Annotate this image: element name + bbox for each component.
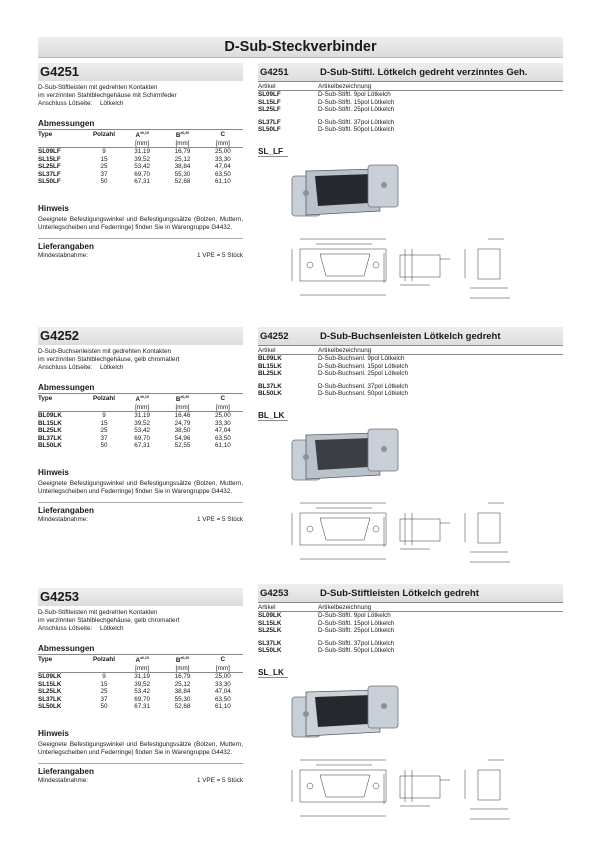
col-b: $B^{\pm 0,20}$ <box>175 131 190 140</box>
article-col-label: Artikel <box>258 83 318 91</box>
dimensions-header-row <box>38 394 243 404</box>
dim-type: BL50LK <box>38 442 62 450</box>
dimensions-unit-row <box>38 665 243 673</box>
dimensions-row <box>38 171 243 179</box>
article-description: D-Sub-Stiftl. 15pol Lötkelch <box>318 98 395 106</box>
description-col-label: Artikelbezeichnung <box>318 347 563 355</box>
dim-value: 53,42 <box>134 688 151 696</box>
article-number: BL15LK <box>258 362 282 370</box>
product-code: G4251 <box>40 64 80 79</box>
article-title: D-Sub-Stiftl. Lötkelch gedreht verzinntes Geh. <box>320 66 528 78</box>
dim-value: 54,96 <box>174 434 191 442</box>
article-description: D-Sub-Buchsenl. 50pol Lötkelch <box>318 390 408 398</box>
model-label: SL_LK <box>258 668 288 678</box>
article-number: SL50LF <box>258 126 281 134</box>
dim-value: 63,50 <box>214 170 231 178</box>
article-description: D-Sub-Buchsenl. 25pol Lötkelch <box>318 370 408 378</box>
dim-value: 52,55 <box>174 442 191 450</box>
article-row <box>258 363 563 370</box>
dim-value: 24,79 <box>174 419 191 427</box>
description-line: im verzinnten Stahlblechgehäuse mit Schirmfeder <box>38 91 177 99</box>
product-description <box>38 609 243 632</box>
dim-value: 25,00 <box>214 673 231 681</box>
note-heading: Hinweis <box>38 203 69 213</box>
article-description: D-Sub-Buchsenl. 15pol Lötkelch <box>318 362 408 370</box>
dimensions-row <box>38 673 243 681</box>
dimensions-table <box>38 394 243 450</box>
article-description: D-Sub-Buchsenl. 37pol Lötkelch <box>318 382 408 390</box>
product-section <box>0 63 601 313</box>
note-heading: Hinweis <box>38 467 69 477</box>
article-code: G4251 <box>260 66 289 78</box>
article-description: D-Sub-Stiftl. 9pol Lötkelch <box>318 91 391 99</box>
delivery-value: 1 VPE = 5 Stück <box>196 251 243 259</box>
note-text: Geeignete Befestigungswinkel und Befestigungssätze (Bolzen, Muttern, Unterlegscheiben und Federringe) finden Sie in Warengruppe G4432. <box>38 740 243 756</box>
dimensions-table <box>38 655 243 711</box>
dim-value: 69,70 <box>134 695 151 703</box>
dim-value: 37 <box>100 695 108 703</box>
dim-value: 47,04 <box>214 688 231 696</box>
page-title-bar <box>38 37 563 58</box>
article-number: BL37LK <box>258 382 282 390</box>
dimensions-row <box>38 148 243 156</box>
dim-value: 47,04 <box>214 427 231 435</box>
article-title: D-Sub-Stiftleisten Lötkelch gedreht <box>320 587 479 599</box>
dim-type: SL09LK <box>38 673 62 681</box>
article-number: SL15LF <box>258 98 281 106</box>
article-row <box>258 620 563 627</box>
dim-value: 47,04 <box>214 163 231 171</box>
article-number: SL15LK <box>258 619 282 627</box>
article-row <box>258 612 563 620</box>
product-code: G4252 <box>40 328 80 343</box>
unit-label: [mm] <box>122 665 162 673</box>
article-number: SL25LK <box>258 627 282 635</box>
product-code-bar <box>38 327 243 345</box>
article-description: D-Sub-Buchsenl. 9pol Lötkelch <box>318 355 405 363</box>
article-number: BL50LK <box>258 390 282 398</box>
dim-type: SL25LK <box>38 688 62 696</box>
article-row <box>258 640 563 647</box>
article-header-row <box>258 347 563 355</box>
description-line: D-Sub-Stiftleisten mit gedrehten Kontakten <box>38 609 158 616</box>
dim-value: 37 <box>100 170 108 178</box>
dim-value: 52,68 <box>174 178 191 186</box>
dim-type: BL37LK <box>38 434 62 442</box>
note-text: Geeignete Befestigungswinkel und Befestigungssätze (Bolzen, Muttern, Unterlegscheiben und Federringe) finden Sie in Warengruppe G4432. <box>38 215 243 231</box>
dimensions-row <box>38 435 243 443</box>
dim-value: 15 <box>100 419 108 427</box>
connection-label: Anschluss Lötseite: <box>38 99 93 107</box>
dim-type: SL50LK <box>38 703 62 711</box>
unit-label: [mm] <box>162 665 202 673</box>
article-header-bar <box>258 63 563 82</box>
connection-line <box>38 100 243 108</box>
article-row <box>258 647 563 654</box>
dim-value: 55,30 <box>174 170 191 178</box>
article-description: D-Sub-Stiftl. 25pol Lötkelch <box>318 106 395 114</box>
col-a: $A^{\pm 0,15}$ <box>135 395 149 404</box>
dim-type: SL50LF <box>38 178 61 186</box>
model-label: SL_LF <box>258 147 288 157</box>
article-row <box>258 355 563 363</box>
dim-type: SL25LF <box>38 163 61 171</box>
connection-line <box>38 625 243 633</box>
description-line: im verzinnten Stahlblechgehäuse, gelb chromatiert <box>38 355 180 363</box>
article-header-bar <box>258 584 563 603</box>
product-description <box>38 348 243 371</box>
dim-value: 67,31 <box>134 442 151 450</box>
article-description: D-Sub-Stiftl. 50pol Lötkelch <box>318 647 395 655</box>
dimensions-unit-row <box>38 404 243 412</box>
article-table <box>258 604 563 654</box>
dim-value: 37 <box>100 434 108 442</box>
dimensions-header-row <box>38 655 243 665</box>
dim-type: BL15LK <box>38 419 62 427</box>
connection-value: Lötkelch <box>100 624 124 632</box>
technical-drawing <box>292 239 510 298</box>
dim-type: SL37LK <box>38 695 62 703</box>
dim-type: SL37LF <box>38 170 61 178</box>
unit-label: [mm] <box>162 140 202 148</box>
col-a: $A^{\pm 0,15}$ <box>135 131 149 140</box>
delivery-heading: Lieferangaben <box>38 763 243 777</box>
description-line: im verzinnten Stahlblechgehäuse, gelb chromatiert <box>38 616 180 624</box>
article-number: SL09LK <box>258 612 282 620</box>
article-header-bar <box>258 327 563 346</box>
article-code: G4253 <box>260 587 289 599</box>
description-col-label: Artikelbezeichnung <box>318 604 563 612</box>
article-row <box>258 119 563 126</box>
product-section <box>0 327 601 577</box>
product-code: G4253 <box>40 589 80 604</box>
product-description <box>38 84 243 107</box>
delivery-line <box>38 777 243 785</box>
dim-value: 15 <box>100 680 108 688</box>
dimensions-row <box>38 681 243 689</box>
article-row <box>258 627 563 634</box>
unit-label: [mm] <box>162 404 202 412</box>
description-line: D-Sub-Stiftleisten mit gedrehten Kontakten <box>38 84 158 91</box>
dimensions-row <box>38 412 243 420</box>
article-row <box>258 106 563 113</box>
dim-value: 55,30 <box>174 695 191 703</box>
dim-value: 39,52 <box>134 419 151 427</box>
article-header-row <box>258 604 563 612</box>
delivery-line <box>38 516 243 524</box>
dimensions-row <box>38 688 243 696</box>
dim-value: 69,70 <box>134 170 151 178</box>
connection-label: Anschluss Lötseite: <box>38 363 93 371</box>
dim-value: 61,10 <box>214 178 231 186</box>
dimensions-header-row <box>38 130 243 140</box>
description-line: D-Sub-Buchsenleisten mit gedrehten Kontakten <box>38 348 172 355</box>
technical-drawing <box>292 503 510 562</box>
dimensions-table <box>38 130 243 186</box>
dim-type: BL09LK <box>38 412 62 420</box>
delivery-label: Mindestabnahme: <box>38 515 89 523</box>
technical-drawing <box>292 760 510 819</box>
dimensions-unit-row <box>38 140 243 148</box>
unit-label: [mm] <box>203 665 243 673</box>
col-b: $B^{\pm 0,20}$ <box>175 656 190 665</box>
note-heading: Hinweis <box>38 728 69 738</box>
dim-value: 25 <box>100 427 108 435</box>
connection-line <box>38 364 243 372</box>
dim-value: 61,10 <box>214 442 231 450</box>
col-type: Type <box>38 131 53 139</box>
unit-label: [mm] <box>122 404 162 412</box>
dimensions-heading: Abmessungen <box>38 644 243 655</box>
dimensions-heading: Abmessungen <box>38 119 243 130</box>
dimensions-row <box>38 178 243 186</box>
dim-value: 16,46 <box>174 412 191 420</box>
dimensions-row <box>38 420 243 428</box>
connection-value: Lötkelch <box>100 363 124 371</box>
model-label: BL_LK <box>258 411 288 421</box>
dim-value: 25,12 <box>174 680 191 688</box>
connector-photo <box>292 165 398 216</box>
dim-value: 38,50 <box>174 427 191 435</box>
dim-value: 25,12 <box>174 155 191 163</box>
dim-value: 15 <box>100 155 108 163</box>
article-number: SL37LK <box>258 639 282 647</box>
delivery-label: Mindestabnahme: <box>38 251 89 259</box>
dim-value: 16,79 <box>174 673 191 681</box>
page-title: D-Sub-Steckverbinder <box>224 39 377 55</box>
dim-value: 9 <box>102 148 106 156</box>
dim-value: 63,50 <box>214 695 231 703</box>
dim-value: 33,30 <box>214 419 231 427</box>
dim-value: 39,52 <box>134 155 151 163</box>
dim-type: SL15LF <box>38 155 61 163</box>
dim-value: 9 <box>102 673 106 681</box>
dim-value: 38,84 <box>174 163 191 171</box>
product-code-bar <box>38 588 243 606</box>
dimensions-row <box>38 427 243 435</box>
dimensions-row <box>38 156 243 164</box>
note-text: Geeignete Befestigungswinkel und Befestigungssätze (Bolzen, Muttern, Unterlegscheiben und Federringe) finden Sie in Warengruppe G4432. <box>38 479 243 495</box>
article-panel <box>258 584 563 678</box>
article-description: D-Sub-Stiftl. 15pol Lötkelch <box>318 619 395 627</box>
delivery-value: 1 VPE = 5 Stück <box>196 776 243 784</box>
dim-value: 67,31 <box>134 703 151 711</box>
dim-value: 9 <box>102 412 106 420</box>
dim-value: 31,19 <box>134 412 151 420</box>
dim-type: SL15LK <box>38 680 62 688</box>
dimensions-heading: Abmessungen <box>38 383 243 394</box>
dimensions-row <box>38 696 243 704</box>
col-type: Type <box>38 656 53 664</box>
col-a: $A^{\pm 0,15}$ <box>135 656 149 665</box>
article-description: D-Sub-Stiftl. 50pol Lötkelch <box>318 126 395 134</box>
article-number: BL09LK <box>258 355 282 363</box>
article-number: SL25LF <box>258 106 281 114</box>
article-description: D-Sub-Stiftl. 9pol Lötkelch <box>318 612 391 620</box>
description-col-label: Artikelbezeichnung <box>318 83 563 91</box>
article-number: SL09LF <box>258 91 281 99</box>
delivery-label: Mindestabnahme: <box>38 776 89 784</box>
dim-value: 52,68 <box>174 703 191 711</box>
unit-label: [mm] <box>203 140 243 148</box>
dim-value: 25 <box>100 688 108 696</box>
col-c: C <box>220 656 226 664</box>
dim-value: 69,70 <box>134 434 151 442</box>
article-row <box>258 390 563 397</box>
col-type: Type <box>38 395 53 403</box>
dim-value: 39,52 <box>134 680 151 688</box>
product-section <box>0 588 601 838</box>
delivery-line <box>38 252 243 260</box>
article-row <box>258 126 563 133</box>
dim-value: 31,19 <box>134 148 151 156</box>
connector-photo <box>292 429 398 480</box>
article-number: SL50LK <box>258 647 282 655</box>
dim-value: 50 <box>100 178 108 186</box>
col-polzahl: Polzahl <box>92 131 116 139</box>
dim-value: 16,79 <box>174 148 191 156</box>
delivery-heading: Lieferangaben <box>38 238 243 252</box>
dim-value: 31,19 <box>134 673 151 681</box>
article-row <box>258 370 563 377</box>
dim-value: 63,50 <box>214 434 231 442</box>
dim-value: 25,00 <box>214 148 231 156</box>
dim-type: BL25LK <box>38 427 62 435</box>
col-c: C <box>220 131 226 139</box>
article-table <box>258 83 563 133</box>
connector-photo <box>292 686 398 737</box>
article-panel <box>258 327 563 421</box>
article-col-label: Artikel <box>258 604 318 612</box>
dim-value: 53,42 <box>134 427 151 435</box>
dim-value: 50 <box>100 703 108 711</box>
article-description: D-Sub-Stiftl. 37pol Lötkelch <box>318 118 395 126</box>
dimensions-row <box>38 703 243 711</box>
article-title: D-Sub-Buchsenleisten Lötkelch gedreht <box>320 330 501 342</box>
article-description: D-Sub-Stiftl. 37pol Lötkelch <box>318 639 395 647</box>
dim-value: 50 <box>100 442 108 450</box>
delivery-value: 1 VPE = 5 Stück <box>196 515 243 523</box>
connection-value: Lötkelch <box>100 99 124 107</box>
article-number: BL25LK <box>258 370 282 378</box>
unit-label: [mm] <box>122 140 162 148</box>
unit-label: [mm] <box>203 404 243 412</box>
product-summary <box>38 327 243 524</box>
dim-value: 61,10 <box>214 703 231 711</box>
article-description: D-Sub-Stiftl. 25pol Lötkelch <box>318 627 395 635</box>
product-summary <box>38 588 243 785</box>
article-table <box>258 347 563 397</box>
article-code: G4252 <box>260 330 289 342</box>
col-polzahl: Polzahl <box>92 395 116 403</box>
dimensions-row <box>38 442 243 450</box>
col-b: $B^{\pm 0,20}$ <box>175 395 190 404</box>
dim-value: 38,84 <box>174 688 191 696</box>
article-row <box>258 91 563 99</box>
article-panel <box>258 63 563 157</box>
product-code-bar <box>38 63 243 81</box>
dim-value: 67,31 <box>134 178 151 186</box>
connection-label: Anschluss Lötseite: <box>38 624 93 632</box>
dim-value: 53,42 <box>134 163 151 171</box>
dimensions-row <box>38 163 243 171</box>
dim-type: SL09LF <box>38 148 61 156</box>
col-polzahl: Polzahl <box>92 656 116 664</box>
col-c: C <box>220 395 226 403</box>
product-summary <box>38 63 243 260</box>
article-row <box>258 383 563 390</box>
dim-value: 25,00 <box>214 412 231 420</box>
article-header-row <box>258 83 563 91</box>
dim-value: 33,30 <box>214 680 231 688</box>
dim-value: 33,30 <box>214 155 231 163</box>
delivery-heading: Lieferangaben <box>38 502 243 516</box>
dim-value: 25 <box>100 163 108 171</box>
article-row <box>258 99 563 106</box>
article-col-label: Artikel <box>258 347 318 355</box>
article-number: SL37LF <box>258 118 281 126</box>
